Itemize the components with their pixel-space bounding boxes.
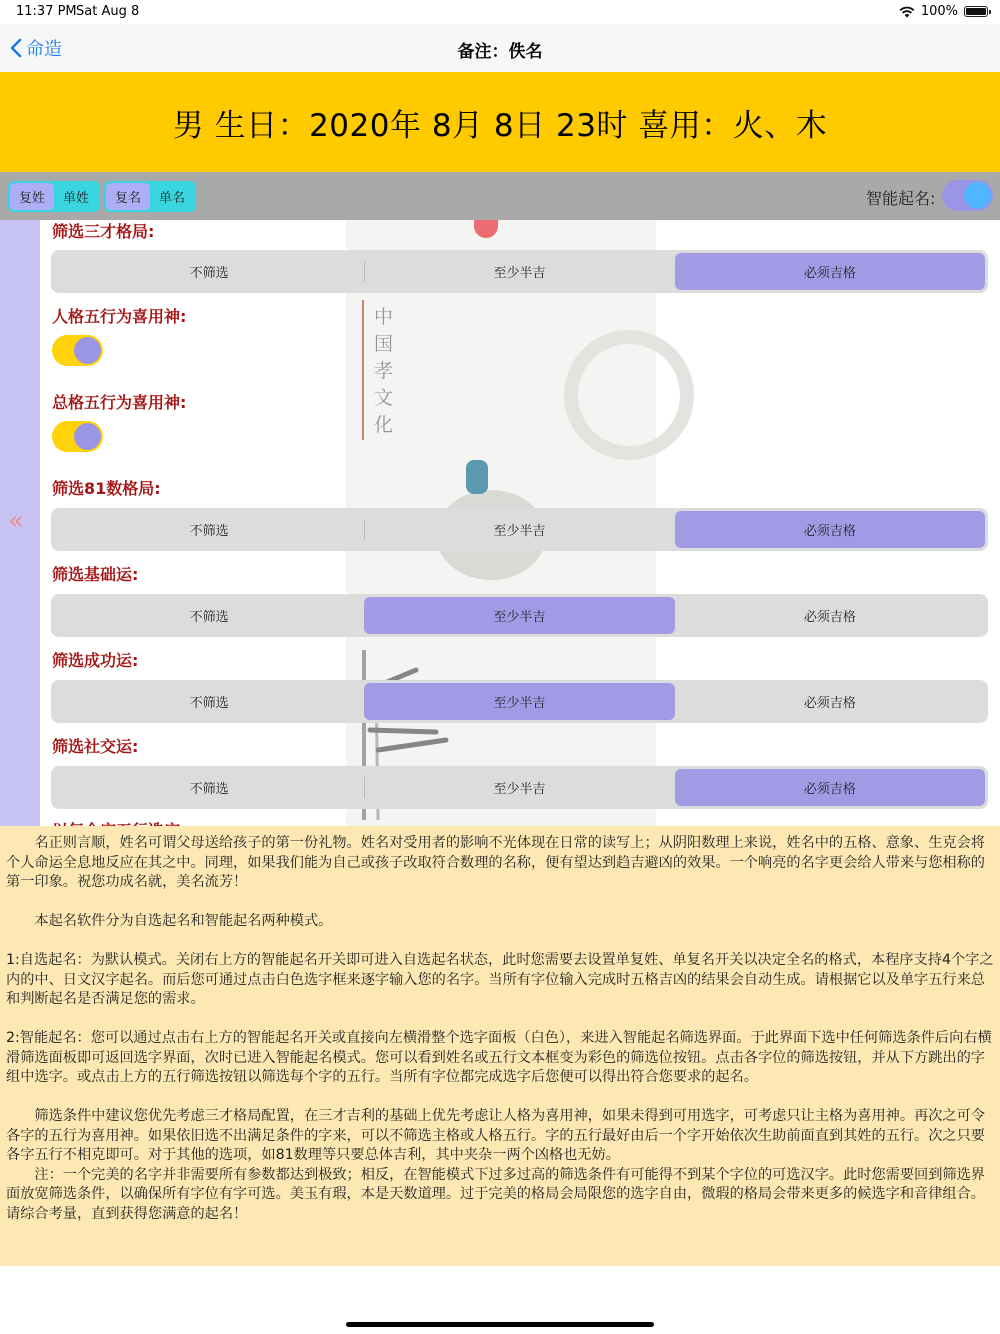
surname-single-option[interactable]: 单姓 xyxy=(62,191,89,206)
surname-segmented-control xyxy=(8,181,100,212)
option-half-lucky[interactable]: 至少半吉 xyxy=(364,597,674,634)
option-half-lucky[interactable]: 至少半吉 xyxy=(364,511,674,548)
instructions-paragraph: 1:自选起名：为默认模式。关闭右上方的智能起名开关即可进入自选起名状态，此时您需要去设置单复姓、单复名开关以决定全名的格式，本程序支持4个字之内的中、日文汉字起名。而后您可通过点击白色选字框来逐字输入您的名字。当所有字位输入完成时五格吉凶的结果会自动生成。请根据它以及单字五行来总和判断起名是否满足您的需求。 xyxy=(6,952,994,1007)
decorative-bar xyxy=(362,300,364,440)
birth-info-text: 男 生日：2020年 8月 8日 23时 喜用：火、木 xyxy=(172,107,828,144)
status-right xyxy=(899,4,988,19)
instructions-paragraph: 注：一个完美的名字并非需要所有参数都达到极致；相反，在智能模式下过多过高的筛选条件有可能得不到某个字位的可选汉字。此时您需要回到筛选界面放宽筛选条件，以确保所有字位有字可选。美玉有瑕，本是天数道理。过于完美的格局会局限您的选字自由，微瑕的格局会带来更多的候选字和音律组合。请综合考量，直到获得您满意的起名！ xyxy=(6,1166,985,1222)
double-chevron-left-icon[interactable]: « xyxy=(8,506,24,536)
illustration-vertical-text: 中国孝文化 xyxy=(374,306,394,436)
renge-element-toggle[interactable] xyxy=(52,335,103,366)
option-none[interactable]: 不筛选 xyxy=(189,524,229,539)
option-none[interactable]: 不筛选 xyxy=(189,610,229,625)
option-must-lucky[interactable]: 必须吉格 xyxy=(675,769,985,806)
given-single-option[interactable]: 单名 xyxy=(158,191,185,206)
status-bar xyxy=(0,0,1000,24)
option-half-lucky[interactable]: 至少半吉 xyxy=(364,769,674,806)
status-time: 11:37 PM xyxy=(16,4,77,19)
side-panel[interactable] xyxy=(0,220,40,826)
option-half-lucky[interactable]: 至少半吉 xyxy=(364,253,674,290)
shejiao-filter-label: 筛选社交运: xyxy=(52,737,139,756)
toggle-knob xyxy=(74,423,101,450)
zongge-element-label: 总格五行为喜用神: xyxy=(52,393,187,412)
option-none[interactable]: 不筛选 xyxy=(189,266,229,281)
instructions-paragraph: 名正则言顺，姓名可谓父母送给孩子的第一份礼物。姓名对受用者的影响不光体现在日常的读写上；从阴阳数理上来说，姓名中的五格、意象、生克会将个人命运全息地反应在其之中。同理，如果我们能为自己或孩子改取符合数理的名称，便有望达到趋吉避凶的效果。一个响亮的名字更会给人带来与您相称的第一印象。祝您功成名就，美名流芳！ xyxy=(6,835,985,890)
jichu-filter-label: 筛选基础运: xyxy=(52,565,139,584)
given-compound-option[interactable]: 复名 xyxy=(106,183,150,210)
sancai-filter-segmented xyxy=(51,250,988,293)
back-label: 命造 xyxy=(26,39,62,60)
sun-shape xyxy=(474,220,498,238)
home-indicator[interactable] xyxy=(346,1322,654,1327)
instructions-panel xyxy=(0,826,1000,1266)
shejiao-filter-segmented xyxy=(51,766,988,809)
option-half-lucky[interactable]: 至少半吉 xyxy=(364,683,674,720)
page-title: 备注：佚名 xyxy=(457,42,543,62)
chenggong-filter-label: 筛选成功运: xyxy=(52,651,139,670)
given-name-segmented-control xyxy=(104,181,196,212)
status-date: Sat Aug 8 xyxy=(76,4,140,19)
shu81-filter-label: 筛选81数格局: xyxy=(52,479,161,498)
instructions-paragraph: 本起名软件分为自选起名和智能起名两种模式。 xyxy=(6,913,333,929)
decorative-figure xyxy=(466,460,488,494)
option-none[interactable]: 不筛选 xyxy=(189,696,229,711)
toggle-knob xyxy=(74,337,101,364)
chenggong-filter-segmented xyxy=(51,680,988,723)
birth-info-header xyxy=(0,72,1000,172)
sancai-filter-label: 筛选三才格局: xyxy=(52,222,155,241)
instructions-paragraph: 筛选条件中建议您优先考虑三才格局配置，在三才吉利的基础上优先考虑让人格为喜用神，如果未得到可用选字，可考虑只让主格为喜用神。再次之可令各字的五行为喜用神。如果依旧选不出满足条件的字来，可以不筛选主格或人格五行。字的五行最好由后一个字开始依次生助前面直到其姓的五行。次之只要各字五行不相克即可。对于其他的选项，如81数理等只要总体吉利，其中夹杂一两个凶格也无妨。 xyxy=(6,1108,985,1163)
option-must-lucky[interactable]: 必须吉格 xyxy=(675,511,985,548)
option-must-lucky[interactable]: 必须吉格 xyxy=(675,253,985,290)
zongge-element-toggle[interactable] xyxy=(52,421,103,452)
option-none[interactable]: 不筛选 xyxy=(189,782,229,797)
instructions-paragraph: 2:智能起名：您可以通过点击右上方的智能起名开关或直接向左横滑整个选字面板（白色），来进入智能起名筛选界面。于此界面下选中任何筛选条件后向右横滑筛选面板即可返回选字界面，次时已进入智能起名模式。您可以看到姓名或五行文本框变为彩色的筛选位按钮。点击各字位的筛选按钮，并从下方跳出的字组中选字。或点击上方的五行筛选按钮以筛选每个字的五行。当所有字位都完成选字后您便可以得出符合您要求的起名。 xyxy=(6,1030,992,1085)
battery-icon xyxy=(964,6,988,17)
decorative-circle xyxy=(564,330,694,460)
smart-naming-toggle[interactable] xyxy=(942,180,993,211)
navigation-bar xyxy=(0,24,1000,72)
wifi-icon xyxy=(899,6,915,18)
battery-percent: 100% xyxy=(920,4,958,19)
jichu-filter-segmented xyxy=(51,594,988,637)
shu81-filter-segmented xyxy=(51,508,988,551)
surname-compound-option[interactable]: 复姓 xyxy=(10,183,54,210)
toolbar xyxy=(0,172,1000,220)
renge-element-label: 人格五行为喜用神: xyxy=(52,307,187,326)
option-must-lucky[interactable]: 必须吉格 xyxy=(803,610,856,625)
toggle-knob xyxy=(964,182,991,209)
smart-naming-label: 智能起名: xyxy=(866,189,936,208)
option-must-lucky[interactable]: 必须吉格 xyxy=(803,696,856,711)
filter-panel[interactable] xyxy=(40,220,1000,826)
